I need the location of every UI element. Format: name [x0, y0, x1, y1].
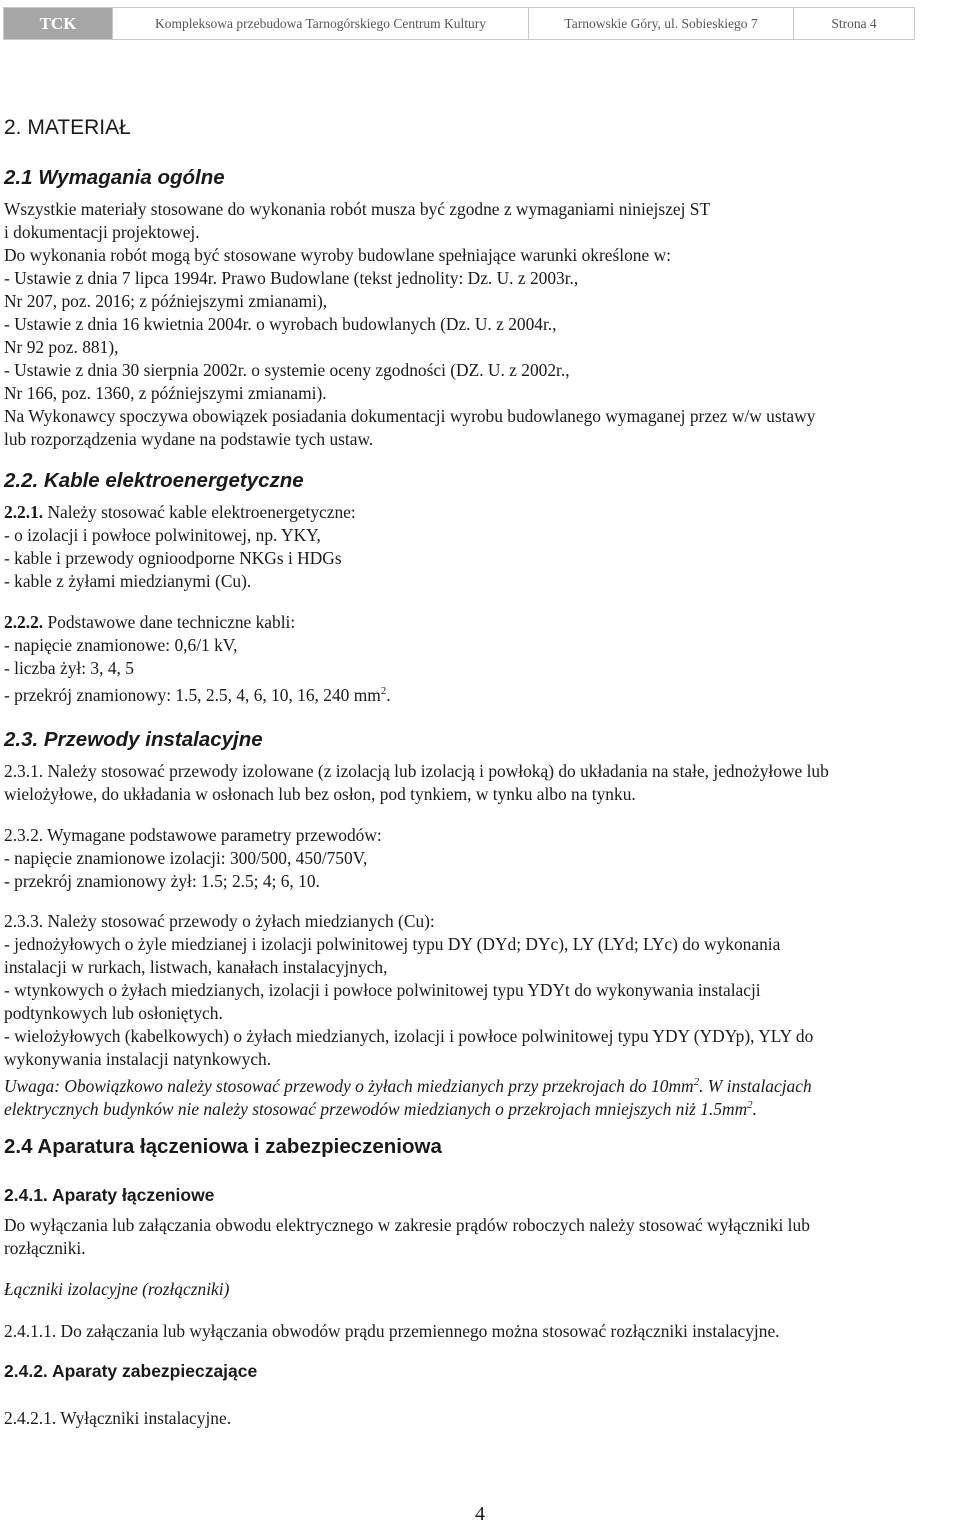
clause-text: - przekrój znamionowy: 1.5, 2.5, 4, 6, 10, 16, 240 mm: [4, 684, 381, 705]
text-line: 2.3.2. Wymagane podstawowe parametry przewodów:: [4, 825, 382, 845]
clause-text: Należy stosować kable elektroenergetyczne:: [43, 502, 356, 522]
text-line: instalacji w rurkach, listwach, kanałach instalacyjnych,: [4, 957, 388, 977]
text-line: - Ustawie z dnia 30 sierpnia 2002r. o systemie oceny zgodności (DZ. U. z 2002r.,: [4, 360, 570, 380]
text-line: Nr 166, poz. 1360, z późniejszymi zmianami).: [4, 383, 327, 403]
text-line: podtynkowych lub osłoniętych.: [4, 1003, 223, 1023]
text-line: - przekrój znamionowy żył: 1.5; 2.5; 4; 6, 10.: [4, 871, 320, 891]
text-line: [4, 501, 356, 523]
header-title: Kompleksowa przebudowa Tarnogórskiego Centrum Kultury: [112, 8, 528, 39]
text-line: - Ustawie z dnia 7 lipca 1994r. Prawo Budowlane (tekst jednolity: Dz. U. z 2003r.,: [4, 268, 579, 288]
superscript: 2: [693, 1076, 700, 1088]
note-text: Uwaga: Obowiązkowo należy stosować przewody o żyłach miedzianych przy przekrojach do 10mm: [4, 1075, 694, 1096]
text-line: - o izolacji i powłoce polwinitowej, np. YKY,: [4, 525, 321, 545]
header-address: Tarnowskie Góry, ul. Sobieskiego 7: [528, 8, 793, 39]
text-line: Do wyłączania lub załączania obwodu elektrycznego w zakresie prądów roboczych należy stosować wyłączniki lub: [4, 1215, 810, 1235]
clause-text: .: [386, 684, 391, 705]
clause-number: 2.2.2.: [4, 612, 44, 632]
page-header: [3, 7, 915, 40]
subsubsection-title: 2.4.1. Aparaty łączeniowe: [4, 1185, 215, 1205]
clause-text: Podstawowe dane techniczne kabli:: [43, 612, 296, 632]
page-number: 4: [475, 1503, 485, 1525]
text-line: lub rozporządzenia wydane na podstawie tych ustaw.: [4, 429, 374, 449]
note-text: .: [752, 1098, 758, 1119]
header-page: Strona 4: [793, 8, 914, 39]
text-line: i dokumentacji projektowej.: [4, 222, 200, 242]
subsection-title: 2.1 Wymagania ogólne: [4, 166, 225, 189]
subsection-title: 2.3. Przewody instalacyjne: [4, 728, 263, 751]
note-line: [4, 1071, 812, 1097]
text-line: Do wykonania robót mogą być stosowane wyroby budowlane spełniające warunki określone w:: [4, 245, 671, 265]
text-line: Wszystkie materiały stosowane do wykonania robót musza być zgodne z wymaganiami niniejszej ST: [4, 199, 711, 219]
text-line: - napięcie znamionowe: 0,6/1 kV,: [4, 635, 238, 655]
text-line: - wtynkowych o żyłach miedzianych, izolacji i powłoce polwinitowej typu YDYt do wykonywania instalacji: [4, 980, 761, 1000]
text-line: wielożyłowe, do układania w osłonach lub bez osłon, pod tynkiem, w tynku albo na tynku.: [4, 784, 636, 804]
text-line: Na Wykonawcy spoczywa obowiązek posiadania dokumentacji wyrobu budowlanego wymaganej przez w/w ustawy: [4, 406, 816, 426]
text-line: 2.4.2.1. Wyłączniki instalacyjne.: [4, 1408, 232, 1428]
subsection-title: 2.4 Aparatura łączeniowa i zabezpieczeniowa: [4, 1135, 442, 1158]
superscript: 2: [747, 1099, 753, 1111]
superscript: 2: [380, 685, 387, 697]
subsubsection-title: 2.4.2. Aparaty zabezpieczające: [4, 1361, 258, 1381]
clause-number: 2.2.1.: [4, 502, 44, 522]
text-line: 2.3.3. Należy stosować przewody o żyłach miedzianych (Cu):: [4, 911, 435, 931]
header-logo: TCK: [4, 8, 112, 39]
text-line: 2.3.1. Należy stosować przewody izolowane (z izolacją lub izolacją i powłoką) do układania na stałe, jednożyłowe lub: [4, 761, 829, 781]
section-title: 2. MATERIAŁ: [4, 116, 131, 139]
text-line: wykonywania instalacji natynkowych.: [4, 1049, 272, 1069]
text-line: [4, 680, 391, 706]
text-line: - kable i przewody ognioodporne NKGs i HDGs: [4, 548, 342, 568]
note-text: . W instalacjach: [699, 1075, 812, 1096]
text-line: - jednożyłowych o żyle miedzianej i izolacji polwinitowej typu DY (DYd; DYc), LY (LYd; LYc) do wykonania: [4, 934, 781, 954]
text-line: - kable z żyłami miedzianymi (Cu).: [4, 571, 252, 591]
text-line: - napięcie znamionowe izolacji: 300/500, 450/750V,: [4, 848, 368, 868]
text-line: rozłączniki.: [4, 1238, 86, 1258]
text-line: - liczba żył: 3, 4, 5: [4, 658, 134, 678]
text-line: Nr 207, poz. 2016; z późniejszymi zmianami),: [4, 291, 328, 311]
note-line: [4, 1094, 757, 1120]
text-line: [4, 611, 295, 633]
text-line: 2.4.1.1. Do załączania lub wyłączania obwodów prądu przemiennego można stosować rozłączniki instalacyjne.: [4, 1321, 780, 1341]
text-line: - Ustawie z dnia 16 kwietnia 2004r. o wyrobach budowlanych (Dz. U. z 2004r.,: [4, 314, 557, 334]
italic-subheading: Łączniki izolacyjne (rozłączniki): [4, 1279, 230, 1299]
text-line: - wielożyłowych (kabelkowych) o żyłach miedzianych, izolacji i powłoce polwinitowej typu YDY (YDYp), YLY do: [4, 1026, 814, 1046]
note-text: elektrycznych budynków nie należy stosować przewodów miedzianych o przekrojach mniejszych niż 1.5mm: [4, 1098, 748, 1119]
text-line: Nr 92 poz. 881),: [4, 337, 119, 357]
subsection-title: 2.2. Kable elektroenergetyczne: [4, 469, 304, 492]
